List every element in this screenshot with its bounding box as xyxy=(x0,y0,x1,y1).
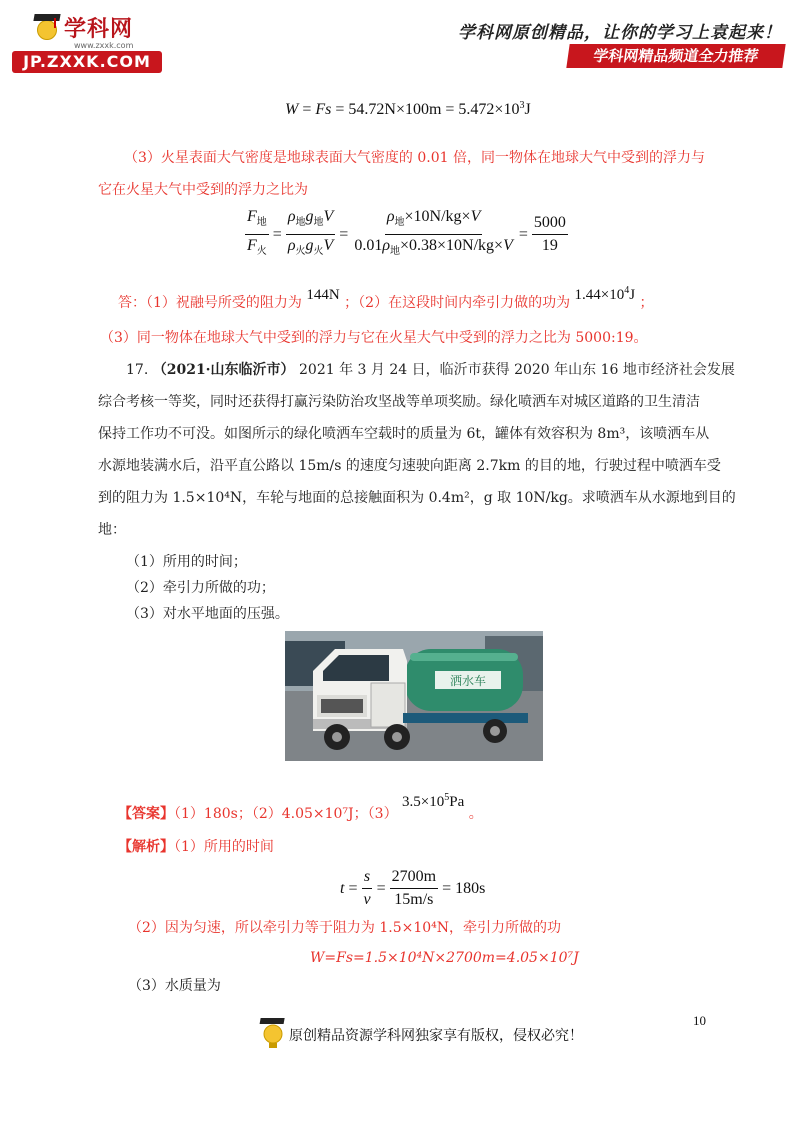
logo-name: 学科网 xyxy=(64,16,134,42)
footer-copyright: 原创精品资源学科网独家享有版权，侵权必究！ xyxy=(289,1028,583,1044)
tank-label: 洒水车 xyxy=(449,674,487,688)
mascot-icon xyxy=(34,12,60,42)
time-frac-sv: $\frac{s}{v}$ xyxy=(363,868,371,908)
time-frac-values: $\frac{2700m}{15m/s}$ xyxy=(391,868,437,908)
answer-row: 【答案】（1）180s；（2）4.05×10⁷J；（3） $3.5\times 10^5Pa$ 。 xyxy=(118,792,483,822)
logo-url: JP.ZXXK.COM xyxy=(12,51,162,73)
header-slogan: 学科网原创精品，让你的学习上袁起来！ xyxy=(458,23,782,43)
ratio-lhs: $\frac{F_地}{F_火}$ xyxy=(247,208,267,258)
q17-sub2: （2）牵引力所做的功； xyxy=(126,580,275,596)
ratio-result: $\frac{5000}{19}$ xyxy=(533,214,566,255)
water-truck-illustration xyxy=(285,631,543,761)
part3-line1: （3）火星表面大气密度是地球表面大气密度的 0.01 倍，同一物体在地球大气中受到的浮力与 xyxy=(124,150,705,166)
ratio-equation: $\frac{F_地}{F_火}$ = $\frac{\rho_地g_地V}{\rho_火g_火V}$ = $\frac{\rho_地\times 10N/kg\times V}{0.01\rho_地\times 0.38\times 10N/kg\times V}$ = $\frac{5000}{19}$ xyxy=(245,206,568,263)
part3-line2: 它在火星大气中受到的浮力之比为 xyxy=(98,182,308,198)
header-banner: 学科网精品频道全力推荐 xyxy=(566,44,785,68)
analysis-row1: 【解析】（1）所用的时间 xyxy=(118,839,274,855)
q17-line5: 到的阻力为 1.5×10⁴N，车轮与地面的总接触面积为 0.4m²，g 取 10N/kg。求喷洒车从水源地到目的 xyxy=(98,490,736,506)
mascot-footer-icon xyxy=(259,1016,287,1050)
logo-mark xyxy=(34,10,133,44)
ratio-rhs: $\frac{\rho_地\times 10N/kg\times V}{0.01\rho_地\times 0.38\times 10N/kg\times V}$ xyxy=(354,208,513,258)
analysis-row2: （2）因为匀速，所以牵引力等于阻力为 1.5×10⁴N，牵引力所做的功 xyxy=(128,920,562,936)
work-formula: $W = Fs = 54.72N\times 100m = 5.472\times 10^3J$ xyxy=(285,100,531,118)
time-formula: t = $\frac{s}{v}$ = $\frac{2700m}{15m/s}$ = 180s xyxy=(340,866,485,911)
site-logo xyxy=(12,10,162,74)
logo-sub: www.zxxk.com xyxy=(74,41,134,50)
q17-sub1: （1）所用的时间； xyxy=(126,554,247,570)
answer-line1: 答：（1）祝融号所受的阻力为 144N ；（2）在这段时间内牵引力做的功为 $1.44\times 10^4J$ ； xyxy=(118,285,654,311)
q17-line4: 水源地装满水后，沿平直公路以 15m/s 的速度匀速驶向距离 2.7km 的目的地，行驶过程中喷洒车受 xyxy=(98,458,721,474)
work-calc: W=Fs=1.5×10⁴N×2700m=4.05×10⁷J xyxy=(310,950,579,966)
analysis-row3: （3）水质量为 xyxy=(128,978,221,994)
q17-sub3: （3）对水平地面的压强。 xyxy=(126,606,289,622)
ratio-mid: $\frac{\rho_地g_地V}{\rho_火g_火V}$ xyxy=(287,208,334,258)
answer-line2: （3）同一物体在地球大气中受到的浮力与它在火星大气中受到的浮力之比为 5000:19。 xyxy=(100,330,648,346)
q17-line3: 保持工作功不可没。如图所示的绿化喷洒车空载时的质量为 6t，罐体有效容积为 8m³，该喷洒车从 xyxy=(98,426,710,442)
q17-line1: 17. （2021·山东临沂市） 2021 年 3 月 24 日，临沂市获得 2020 年山东 16 地市经济社会发展 xyxy=(126,362,735,378)
q17-line6: 地： xyxy=(98,522,126,538)
water-truck-photo xyxy=(285,631,543,761)
q17-line2: 综合考核一等奖，同时还获得打赢污染防治攻坚战等单项奖励。绿化喷洒车对城区道路的卫生清洁 xyxy=(98,394,700,410)
page-number: 10 xyxy=(693,1013,706,1028)
